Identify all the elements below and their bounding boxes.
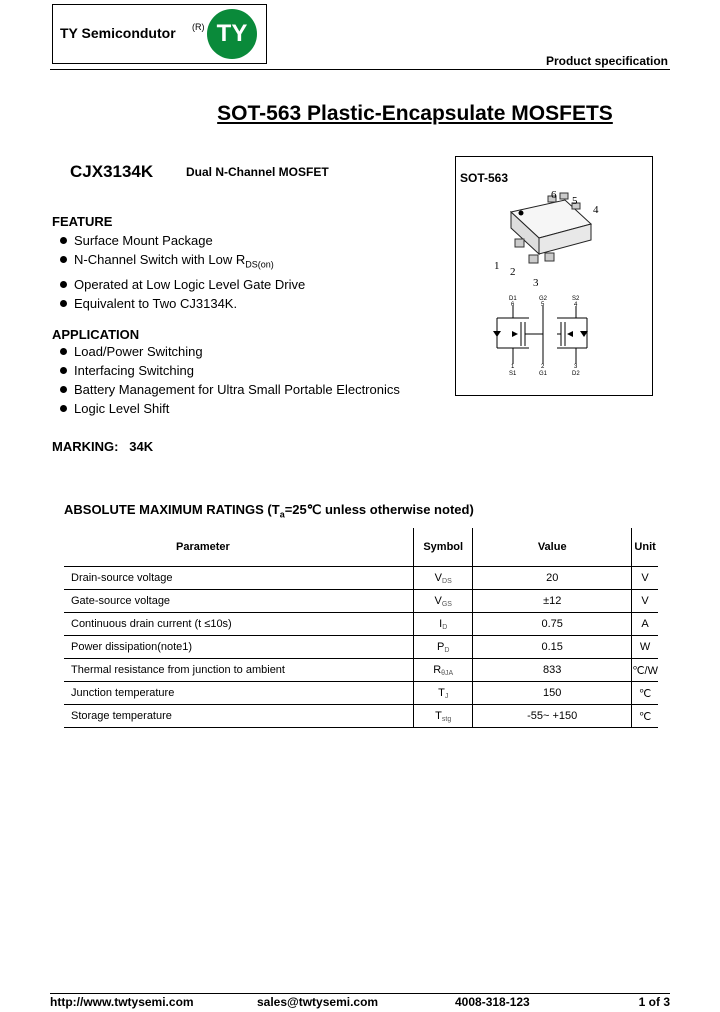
cell-parameter: Thermal resistance from junction to ambient — [64, 659, 414, 682]
cell-unit: V — [632, 567, 658, 590]
schematic-label: S1 — [509, 371, 517, 377]
cell-value: 150 — [473, 682, 632, 705]
cell-unit: ℃ — [632, 705, 658, 728]
footer-divider — [50, 993, 670, 994]
cell-symbol: PD — [414, 636, 473, 659]
table-row — [64, 682, 658, 705]
cell-symbol: VDS — [414, 567, 473, 590]
list-item: Logic Level Shift — [52, 399, 400, 418]
schematic-label: D2 — [572, 371, 580, 377]
part-number: CJX3134K — [70, 162, 154, 181]
cell-value: 0.75 — [473, 613, 632, 636]
cell-symbol: RθJA — [414, 659, 473, 682]
list-item: Battery Management for Ultra Small Portable Electronics — [52, 380, 400, 399]
schematic-label: S2 — [572, 296, 580, 302]
cell-value: 833 — [473, 659, 632, 682]
schematic-label: D1 — [509, 296, 517, 302]
schematic-label: 4 — [574, 302, 578, 308]
footer-email-link[interactable]: sales@twtysemi.com — [257, 995, 379, 1009]
pin-label: 4 — [593, 204, 599, 216]
ratings-table — [64, 528, 658, 728]
list-item: Load/Power Switching — [52, 342, 400, 361]
pin-label: 5 — [572, 195, 578, 207]
list-item: Equivalent to Two CJ3134K. — [52, 294, 305, 313]
cell-value: ±12 — [473, 590, 632, 613]
table-row — [64, 636, 658, 659]
schematic-label: 2 — [541, 364, 545, 370]
marking: MARKING: 34K — [52, 439, 154, 454]
cell-symbol: TJ — [414, 682, 473, 705]
pin-label: 2 — [510, 266, 516, 278]
schematic-label: 6 — [511, 302, 515, 308]
ratings-title: ABSOLUTE MAXIMUM RATINGS ($T_a=25℃$ unless otherwise noted) — [64, 502, 474, 520]
list-item: N-Channel Switch with Low $R_{DS(on)}$ — [52, 250, 305, 275]
cell-parameter: Continuous drain current (t ≤10s) — [64, 613, 414, 636]
list-item: Surface Mount Package — [52, 231, 305, 250]
table-row — [64, 705, 658, 728]
col-header-value: Value — [473, 528, 632, 567]
schematic-label: 5 — [541, 302, 545, 308]
cell-value: 0.15 — [473, 636, 632, 659]
registered-mark: (R) — [192, 22, 205, 32]
pin-label: 1 — [494, 260, 500, 272]
schematic-label: G1 — [539, 371, 548, 377]
application-heading: APPLICATION — [52, 327, 140, 342]
schematic-label: 1 — [511, 364, 515, 370]
footer-phone: 4008-318-123 — [455, 995, 530, 1009]
cell-symbol: ID — [414, 613, 473, 636]
cell-unit: ℃/W — [632, 659, 658, 682]
product-spec-label: Product specification — [545, 54, 668, 68]
package-title: SOT-563 — [460, 171, 509, 185]
cell-value: 20 — [473, 567, 632, 590]
cell-parameter: Drain-source voltage — [64, 567, 414, 590]
page-title: SOT-563 Plastic-Encapsulate MOSFETS — [217, 102, 613, 125]
cell-symbol: VGS — [414, 590, 473, 613]
part-description: Dual N-Channel MOSFET — [186, 165, 329, 179]
brand-text: TY Semicondutor — [60, 25, 176, 41]
schematic-label: 3 — [574, 364, 578, 370]
footer-website-link[interactable]: http://www.twtysemi.com — [50, 995, 194, 1009]
cell-unit: W — [632, 636, 658, 659]
cell-parameter: Storage temperature — [64, 705, 414, 728]
table-header-row — [64, 528, 658, 567]
col-header-unit: Unit — [632, 528, 658, 567]
cell-unit: ℃ — [632, 682, 658, 705]
feature-heading: FEATURE — [52, 214, 113, 229]
page-number: 1 of 3 — [638, 995, 670, 1009]
package-drawing — [455, 156, 653, 396]
table-row — [64, 659, 658, 682]
header-divider — [50, 69, 670, 70]
list-item: Interfacing Switching — [52, 361, 400, 380]
pin-label: 6 — [551, 189, 557, 201]
feature-list — [52, 231, 305, 313]
cell-value: -55~ +150 — [473, 705, 632, 728]
table-row — [64, 613, 658, 636]
ty-logo-icon: TY — [207, 9, 257, 59]
col-header-parameter: Parameter — [64, 528, 414, 567]
table-row — [64, 567, 658, 590]
cell-unit: A — [632, 613, 658, 636]
application-list — [52, 342, 400, 418]
cell-symbol: Tstg — [414, 705, 473, 728]
col-header-symbol: Symbol — [414, 528, 473, 567]
sot563-body-icon — [511, 193, 591, 263]
list-item: Operated at Low Logic Level Gate Drive — [52, 275, 305, 294]
pin-label: 3 — [533, 277, 539, 289]
table-row — [64, 590, 658, 613]
cell-parameter: Junction temperature — [64, 682, 414, 705]
cell-unit: V — [632, 590, 658, 613]
schematic-label: G2 — [539, 296, 548, 302]
cell-parameter: Gate-source voltage — [64, 590, 414, 613]
dual-mosfet-schematic-icon — [497, 306, 587, 364]
cell-parameter: Power dissipation(note1) — [64, 636, 414, 659]
